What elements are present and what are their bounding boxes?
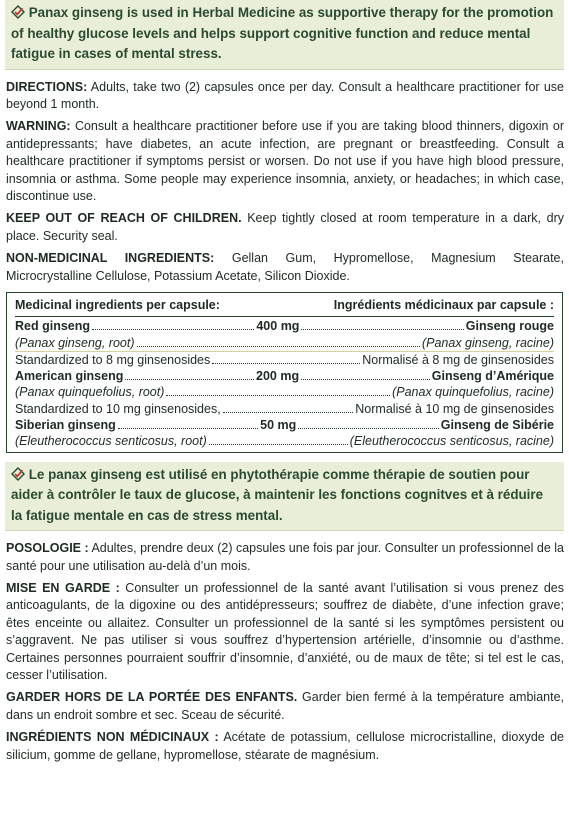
mise-text: Consulter un professionnel de la santé avant l’utilisation si vous prenez des anticoagulants, de la digoxine ou des antidépresseurs; souffrez de diabète, d’une infection grave; êtes enceinte ou allaitez. Consulter un professionnel de la santé si les symptômes persistent ou s’aggravent. Ne pas utiliser si vous souffrez d’hypertension artérielle, d’insomnie ou d’asthme. Certaines personnes pourraient souffrir d’insomnie, d’anxiété, ou de maux de tête; si tel est le cas, cesser l’utilisation. [6, 580, 564, 682]
dot-leader [301, 379, 430, 380]
dot-leader [212, 363, 360, 364]
ingredient-left: (Panax quinquefolius, root) [15, 385, 165, 400]
ingredient-left: Red ginseng [15, 319, 91, 334]
dot-leader [301, 329, 463, 330]
ingredient-right: (Eleutherococcus senticosus, racine) [349, 434, 554, 449]
ingredient-row [15, 335, 554, 352]
dot-leader [166, 395, 390, 396]
ingredient-right: Ginseng rouge [465, 319, 554, 334]
header-en: Medicinal ingredients per capsule: [15, 297, 220, 312]
ingredient-right: (Panax ginseng, racine) [421, 335, 554, 350]
inm-text: Acétate de potassium, cellulose microcristalline, dioxyde de silicium, gomme de gellane, hypromellose, stéarate de magnésium. [6, 730, 564, 762]
ingredient-row [15, 384, 554, 400]
ingredient-left: Standardized to 10 mg ginsenosides, [15, 401, 221, 416]
nmi-label: NON-MEDICINAL INGREDIENTS: [6, 251, 215, 266]
ingredient-rows [15, 318, 554, 449]
nmi-text: Gellan Gum, Hypromellose, Magnesium Stearate, Microcrystalline Cellulose, Potassium Acetate, Silicon Dioxide. [6, 251, 564, 283]
checkmark-diamond-icon [11, 5, 25, 19]
dot-leader [298, 428, 438, 429]
dot-leader [125, 379, 254, 380]
ingredient-left: (Panax ginseng, root) [15, 335, 135, 350]
ingredient-row [15, 417, 554, 433]
dot-leader [223, 412, 354, 413]
ingredient-row [15, 318, 554, 334]
ingredient-right: Ginseng de Sibérie [440, 418, 554, 433]
ingredient-amount: 400 mg [256, 319, 300, 334]
ingredient-left: Standardized to 8 mg ginsenosides [15, 352, 211, 367]
ingredient-amount: 50 mg [260, 418, 297, 433]
keep-text: Keep tightly closed at room temperature in a dark, dry place. Security seal. [6, 211, 565, 243]
keep-label: KEEP OUT OF REACH OF CHILDREN. [6, 211, 242, 226]
directions-text: Adults, take two (2) capsules once per day. Consult a healthcare practitioner for use beyond 1 month. [6, 79, 564, 111]
ingredient-left: Siberian ginseng [15, 418, 116, 433]
mise-en-garde [6, 580, 564, 684]
claim-fr [5, 462, 564, 532]
dot-leader [209, 444, 348, 445]
checkmark-diamond-icon [11, 467, 25, 481]
ingredient-right: Normalisé à 8 mg de ginsenosides [362, 352, 554, 367]
ingredient-row [15, 352, 554, 368]
ingredient-amount: 200 mg [256, 369, 300, 384]
directions-label: DIRECTIONS: [6, 79, 88, 94]
header-fr: Ingrédients médicinaux par capsule : [333, 297, 554, 312]
ingredient-left: (Eleutherococcus senticosus, root) [15, 434, 207, 449]
ingredient-right: (Panax quinquefolius, racine) [392, 385, 554, 400]
inm-label: INGRÉDIENTS NON MÉDICINAUX : [6, 730, 219, 745]
claim-en [5, 0, 564, 70]
ingredients-header [15, 297, 554, 317]
ingredient-right: Normalisé à 10 mg de ginsenosides [355, 401, 554, 416]
dot-leader [92, 329, 254, 330]
non-medicinal [6, 250, 564, 285]
ingredient-row [15, 433, 554, 449]
warning [6, 118, 564, 205]
mise-label: MISE EN GARDE : [6, 580, 120, 595]
posologie-text: Adultes, prendre deux (2) capsules une fois par jour. Consulter un professionnel de la santé pour une utilisation au-delà d’un mois. [6, 541, 564, 573]
warning-text: Consult a healthcare practitioner before use if you are taking blood thinners, digoxin or antidepressants; have diabetes, an acute infection, are pregnant or breastfeeding. Consult a healthcare practitioner if symptoms persist or worsen. Do not use if you have high blood pressure, insomnia or asthma. Some people may experience insomnia, anxiety, or headaches; in which case, discontinue use. [6, 119, 564, 203]
directions [6, 79, 564, 114]
posologie [6, 540, 564, 575]
ingredients-table [6, 292, 563, 453]
ingredients-non-medicinaux [6, 729, 564, 764]
ingredient-row [15, 368, 554, 384]
dot-leader [137, 346, 420, 347]
posologie-label: POSOLOGIE : [6, 541, 89, 556]
ingredient-row [15, 401, 554, 417]
keep-out [6, 210, 564, 245]
ingredient-right: Ginseng d’Amérique [431, 369, 554, 384]
garder-text: Garder bien fermé à la température ambiante, dans un endroit sombre et sec. Sceau de sécurité. [6, 690, 565, 722]
warning-label: WARNING: [6, 119, 71, 134]
garder-hors [6, 689, 564, 724]
dot-leader [118, 428, 258, 429]
garder-label: GARDER HORS DE LA PORTÉE DES ENFANTS. [6, 690, 298, 705]
claim-fr-text: Le panax ginseng est utilisé en phytothérapie comme thérapie de soutien pour aider à contrôler le taux de glucose, à maintenir les fonctions cognitves et à réduire la fatigue mentale en cas de stress mental. [11, 466, 544, 523]
ingredient-left: American ginseng [15, 369, 124, 384]
claim-en-text: Panax ginseng is used in Herbal Medicine as supportive therapy for the promotion of healthy glucose levels and helps support cognitive function and reduce mental fatigue in cases of mental stress. [11, 5, 554, 61]
